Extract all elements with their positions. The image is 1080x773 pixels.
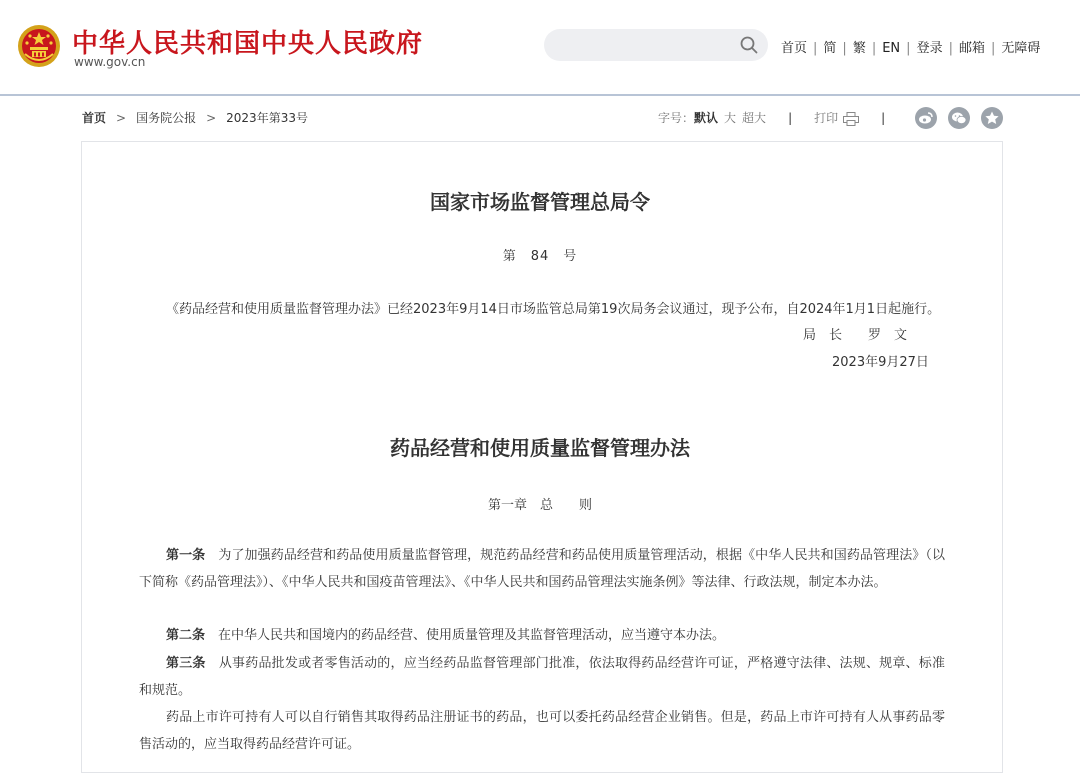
article-paragraph	[139, 542, 945, 596]
link-english[interactable]: EN	[882, 41, 901, 56]
article-text: 从事药品批发或者零售活动的，应当经药品监督管理部门批准，依法取得药品经营许可证，严格遵守法律、法规、规章、标准和规范。	[139, 656, 945, 698]
article-number: 第三条	[166, 656, 206, 671]
signer: 局 长 罗 文	[803, 328, 908, 343]
link-simplified[interactable]: 简	[823, 41, 837, 56]
site-url[interactable]: www.gov.cn	[74, 55, 146, 69]
print-icon	[843, 112, 859, 126]
breadcrumb-issue[interactable]: 2023年第33号	[226, 111, 308, 125]
article-paragraph	[139, 704, 945, 758]
article-text: 为了加强药品经营和药品使用质量监督管理，规范药品经营和药品使用质量管理活动，根据《中华人民共和国药品管理法》（以下简称《药品管理法》）、《中华人民共和国疫苗管理法》、《中华人民共和国药品管理法实施条例》等法律、行政法规，制定本办法。	[139, 548, 945, 590]
font-size-large[interactable]: 大	[724, 111, 737, 125]
article-text: 在中华人民共和国境内的药品经营、使用质量管理及其监督管理活动，应当遵守本办法。	[205, 628, 726, 643]
regulation-title: 药品经营和使用质量监督管理办法	[390, 436, 690, 460]
sign-date: 2023年9月27日	[832, 355, 929, 370]
font-size-xlarge[interactable]: 超大	[742, 111, 767, 125]
chapter-heading: 第一章 总 则	[487, 498, 592, 513]
article-number: 第二条	[166, 628, 206, 643]
order-title: 国家市场监督管理总局令	[430, 190, 650, 214]
article-text: 药品上市许可持有人可以自行销售其取得药品注册证书的药品，也可以委托药品经营企业销售。但是，药品上市许可持有人从事药品零售活动的，应当取得药品经营许可证。	[139, 710, 945, 752]
breadcrumb	[82, 109, 308, 126]
weibo-icon[interactable]	[915, 107, 937, 129]
article-tools	[658, 109, 907, 126]
order-number: 第 84 号	[502, 249, 578, 264]
article-number: 第一条	[166, 548, 206, 563]
breadcrumb-gazette[interactable]: 国务院公报	[136, 111, 197, 125]
separator: |	[906, 41, 911, 56]
wechat-icon[interactable]	[948, 107, 970, 129]
breadcrumb-home[interactable]: 首页	[82, 111, 107, 125]
link-mail[interactable]: 邮箱	[958, 41, 985, 56]
font-size-default[interactable]: 默认	[694, 111, 719, 125]
separator: |	[788, 111, 793, 125]
separator: |	[813, 41, 818, 56]
separator: |	[990, 41, 996, 56]
search-box[interactable]	[544, 29, 768, 61]
separator: |	[842, 41, 847, 56]
separator: |	[881, 111, 886, 125]
search-icon[interactable]	[740, 36, 758, 54]
print-label: 打印	[814, 111, 839, 125]
national-emblem-icon[interactable]	[17, 24, 61, 68]
article-paragraph	[139, 622, 945, 649]
link-traditional[interactable]: 繁	[852, 41, 866, 56]
site-header	[0, 0, 1080, 96]
link-accessibility[interactable]: 无障碍	[1001, 41, 1041, 56]
separator: |	[871, 41, 877, 56]
favorite-icon[interactable]	[981, 107, 1003, 129]
font-size-label: 字号：	[658, 111, 695, 125]
print-button[interactable]	[814, 111, 859, 125]
top-links	[781, 37, 1040, 56]
article-paragraph	[139, 650, 945, 704]
chevron-right-icon: >	[206, 111, 217, 125]
site-title[interactable]: 中华人民共和国中央人民政府	[72, 29, 424, 59]
link-login[interactable]: 登录	[916, 41, 943, 56]
separator: |	[948, 41, 953, 56]
announcement-text: 《药品经营和使用质量监督管理办法》已经2023年9月14日市场监管总局第19次局务会议通过，现予公布，自2024年1月1日起施行。	[166, 302, 941, 317]
link-home[interactable]: 首页	[781, 41, 808, 56]
chevron-right-icon: >	[116, 111, 127, 125]
